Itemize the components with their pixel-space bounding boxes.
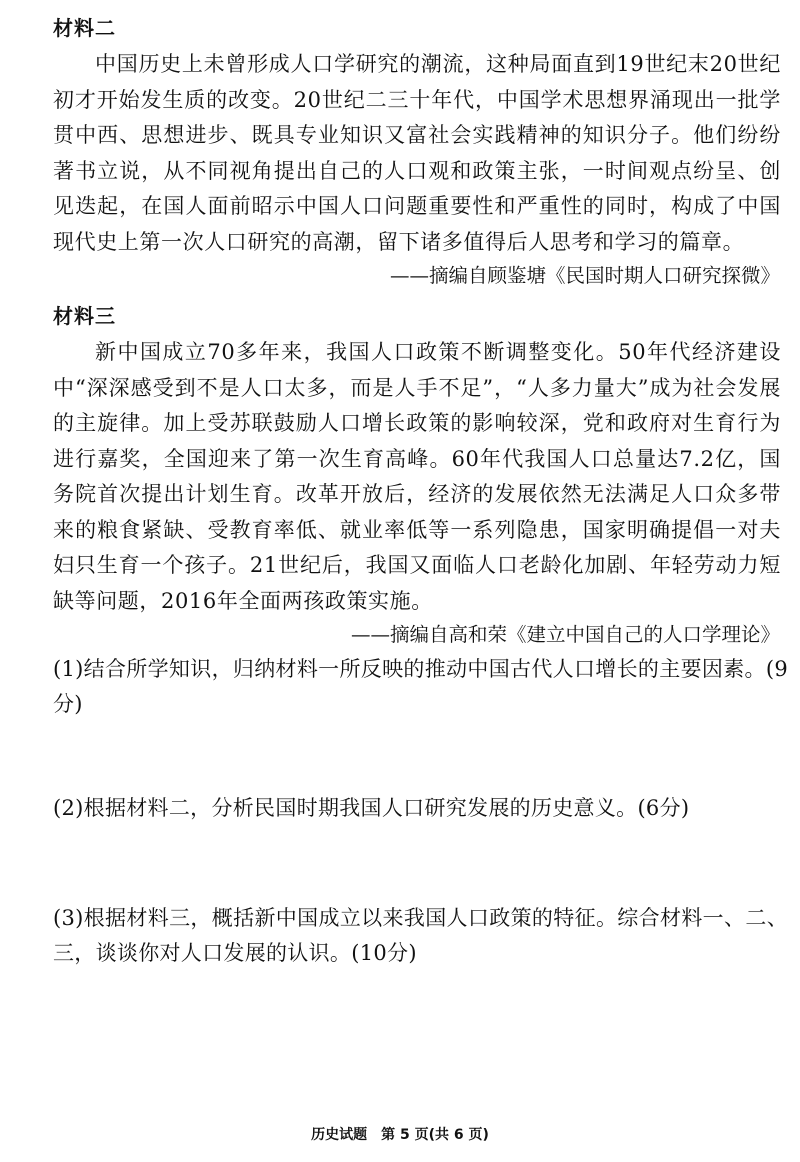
page-footer [0, 1125, 800, 1145]
material-3-source: ——摘编自高和荣《建立中国自己的人口学理论》 [350, 623, 780, 646]
question-2: (2)根据材料二，分析民国时期我国人口研究发展的历史意义。(6分) [53, 796, 690, 820]
material-3-heading: 材料三 [53, 304, 116, 328]
material-2-source: ——摘编自顾鉴塘《民国时期人口研究探微》 [389, 264, 780, 287]
footer-page-number: 第 5 页(共 6 页) [381, 1127, 489, 1143]
question-3: (3)根据材料三，概括新中国成立以来我国人口政策的特征。综合材料一、二、三，谈谈你对人口发展的认识。(10分) [53, 906, 788, 965]
footer-subject: 历史试题 [311, 1127, 368, 1143]
material-2-heading: 材料二 [53, 16, 116, 40]
material-3-body: 新中国成立70多年来，我国人口政策不断调整变化。50年代经济建设中“深深感受到不是人口太多，而是人手不足”，“人多力量大”成为社会发展的主旋律。加上受苏联鼓励人口增长政策的影响较深，党和政府对生育行为进行嘉奖，全国迎来了第一次生育高峰。60年代我国人口总量达7.2亿，国务院首次提出计划生育。改革开放后，经济的发展依然无法满足人口众多带来的粮食紧缺、受教育率低、就业率低等一系列隐患，国家明确提倡一对夫妇只生育一个孩子。21世纪后，我国又面临人口老龄化加剧、年轻劳动力短缺等问题，2016年全面两孩政策实施。 [53, 340, 781, 613]
material-2-body: 中国历史上未曾形成人口学研究的潮流，这种局面直到19世纪末20世纪初才开始发生质的改变。20世纪二三十年代，中国学术思想界涌现出一批学贯中西、思想进步、既具专业知识又富社会实践精神的知识分子。他们纷纷著书立说，从不同视角提出自己的人口观和政策主张，一时间观点纷呈、创见迭起，在国人面前昭示中国人口问题重要性和严重性的同时，构成了中国现代史上第一次人口研究的高潮，留下诸多值得后人思考和学习的篇章。 [53, 52, 781, 254]
question-1: (1)结合所学知识，归纳材料一所反映的推动中国古代人口增长的主要因素。(9分) [53, 657, 788, 716]
